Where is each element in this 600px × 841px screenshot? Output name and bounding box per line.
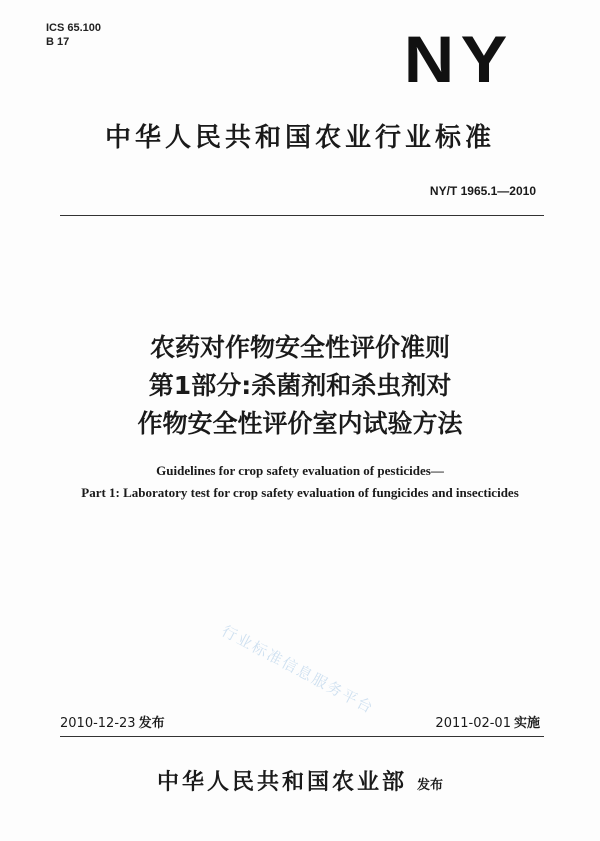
bottom-divider	[60, 736, 544, 737]
implementation-date	[435, 712, 540, 731]
english-title	[0, 460, 600, 504]
watermark: 行业标准信息服务平台	[218, 621, 378, 718]
ccs-code: B 17	[46, 36, 70, 48]
issue-date-value: 2010-12-23	[60, 716, 136, 731]
top-divider	[60, 215, 544, 216]
chinese-title-line: 作物安全性评价室内试验方法	[137, 409, 463, 438]
implementation-date-value: 2011-02-01	[435, 716, 511, 731]
classification-codes	[46, 21, 101, 49]
issue-date-label: 发布	[138, 716, 165, 731]
standard-logo: NY	[404, 22, 514, 96]
issuer	[0, 765, 600, 796]
standard-category-title: 中华人民共和国农业行业标准	[104, 123, 495, 153]
english-title-line: Part 1: Laboratory test for crop safety evaluation of fungicides and insecticides	[81, 485, 519, 500]
chinese-title	[0, 329, 600, 443]
standard-number: NY/T 1965.1—2010	[429, 184, 536, 198]
chinese-title-line: 第1部分:杀菌剂和杀虫剂对	[148, 371, 452, 400]
english-title-line: Guidelines for crop safety evaluation of pesticides—	[156, 463, 444, 478]
chinese-title-line: 农药对作物安全性评价准则	[149, 333, 450, 362]
issuer-organization: 中华人民共和国农业部	[156, 770, 407, 795]
issuer-action: 发布	[417, 778, 444, 793]
issue-date	[60, 712, 165, 731]
implementation-date-label: 实施	[513, 716, 540, 731]
ics-code: ICS 65.100	[46, 22, 102, 34]
